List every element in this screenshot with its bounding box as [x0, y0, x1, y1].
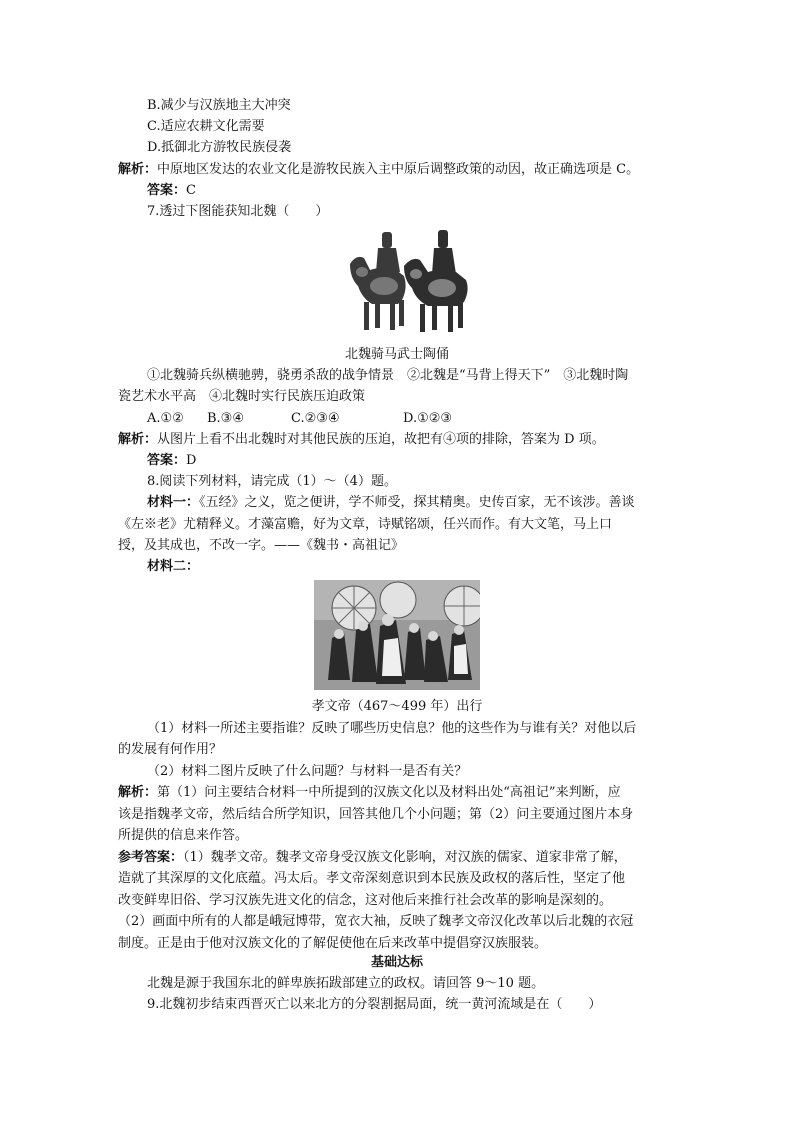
q8-reference-line4: （2）画面中所有的人都是峨冠博带，宽衣大袖，反映了魏孝文帝汉化改革以后北魏的衣冠	[118, 914, 634, 929]
q7-options	[147, 409, 452, 429]
q8-material1-line1	[147, 493, 635, 513]
answer-text: D	[186, 453, 197, 468]
q8-material1-line3: 授，及其成也，不改一字。——《魏书・高祖记》	[118, 538, 405, 553]
analysis-label: 解析：	[118, 785, 158, 800]
reference-answer-text: （1）魏孝文帝。魏孝文帝身受汉族文化影响，对汉族的儒家、道家非常了解，	[183, 850, 627, 865]
q8-analysis-line3: 所提供的信息来作答。	[118, 828, 249, 843]
analysis-label: 解析：	[118, 162, 158, 177]
q7-option-d: D.①②③	[403, 411, 453, 426]
analysis-text: 中原地区发达的农业文化是游牧民族入主中原后调整政策的动因，故正确选项是 C。	[157, 162, 640, 177]
q6-option-c: C.适应农耕文化需要	[147, 119, 265, 134]
q8-sub1-line2: 的发展有何作用？	[118, 742, 223, 757]
answer-label: 答案：	[147, 453, 187, 468]
q6-analysis	[118, 160, 639, 180]
q6-option-d: D.抵御北方游牧民族侵袭	[147, 140, 292, 155]
q7-stem: 7.透过下图能获知北魏（ ）	[147, 204, 329, 219]
q8-reference-line5: 制度。正是由于他对汉族文化的了解促使他在后来改革中提倡穿汉族服装。	[118, 936, 548, 951]
analysis-label: 解析：	[118, 432, 158, 447]
answer-label: 答案：	[147, 183, 187, 198]
q7-option-c: C.②③④	[291, 411, 340, 426]
q8-sub1-line1: （1）材料一所述主要指谁？反映了哪些历史信息？他的这些作为与谁有关？对他以后	[147, 721, 637, 736]
reference-answer-label: 参考答案：	[118, 850, 184, 865]
q6-option-b: B.减少与汉族地主大冲突	[147, 98, 291, 113]
analysis-text: 第（1）问主要结合材料一中所提到的汉族文化以及材料出处“高祖记”来判断，应	[157, 785, 621, 800]
q8-reference-line1	[118, 848, 627, 868]
q8-material2-label: 材料二：	[147, 559, 200, 574]
q8-material1-line2: 《左※老》尤精释义。才藻富赡，好为文章，诗赋铭颂，任兴而作。有大文笔，马上口	[118, 517, 613, 532]
q8-sub2: （2）材料二图片反映了什么问题？与材料一是否有关？	[147, 764, 468, 779]
q8-figure-caption: 孝文帝（467～499 年）出行	[311, 699, 483, 714]
emperor-procession-image	[314, 580, 480, 690]
q7-option-a: A.①②	[147, 411, 184, 426]
section-title: 基础达标	[370, 955, 423, 970]
q7-analysis	[118, 430, 605, 450]
section-intro: 北魏是源于我国东北的鲜卑族拓跋部建立的政权。请回答 9～10 题。	[147, 976, 545, 991]
q7-answer	[147, 451, 196, 471]
q8-analysis-line1	[118, 783, 621, 803]
q8-reference-line3: 改变鲜卑旧俗、学习汉族先进文化的信念，这对他后来推行社会改革的影响是深刻的。	[118, 893, 613, 908]
answer-text: C	[186, 183, 196, 198]
analysis-text: 从图片上看不出北魏时对其他民族的压迫，故把有④项的排除，答案为 D 项。	[157, 432, 605, 447]
q8-stem: 8.阅读下列材料，请完成（1）～（4）题。	[147, 474, 397, 489]
q8-reference-line2: 造就了其深厚的文化底蕴。冯太后。孝文帝深刻意识到本民族及政权的落后性，坚定了他	[118, 871, 626, 886]
material1-label: 材料一：	[147, 495, 200, 510]
q7-statements-line1: ①北魏骑兵纵横驰骋，骁勇杀敌的战争情景 ②北魏是“马背上得天下” ③北魏时陶	[147, 368, 629, 383]
q6-answer	[147, 181, 196, 201]
q7-figure-caption: 北魏骑马武士陶俑	[344, 347, 449, 362]
q7-statements-line2: 瓷艺术水平高 ④北魏时实行民族压迫政策	[118, 389, 366, 404]
q9-stem: 9.北魏初步结束西晋灭亡以来北方的分裂割据局面，统一黄河流域是在（ ）	[147, 997, 602, 1012]
material1-text: 《五经》之义，览之便讲，学不师受，探其精奥。史传百家，无不该涉。善谈	[199, 495, 635, 510]
cavalry-figurine-image	[342, 226, 476, 338]
q8-analysis-line2: 该是指魏孝文帝，然后结合所学知识，回答其他几个小问题；第（2）问主要通过图片本身	[118, 807, 634, 822]
q7-option-b: B.③④	[207, 411, 244, 426]
